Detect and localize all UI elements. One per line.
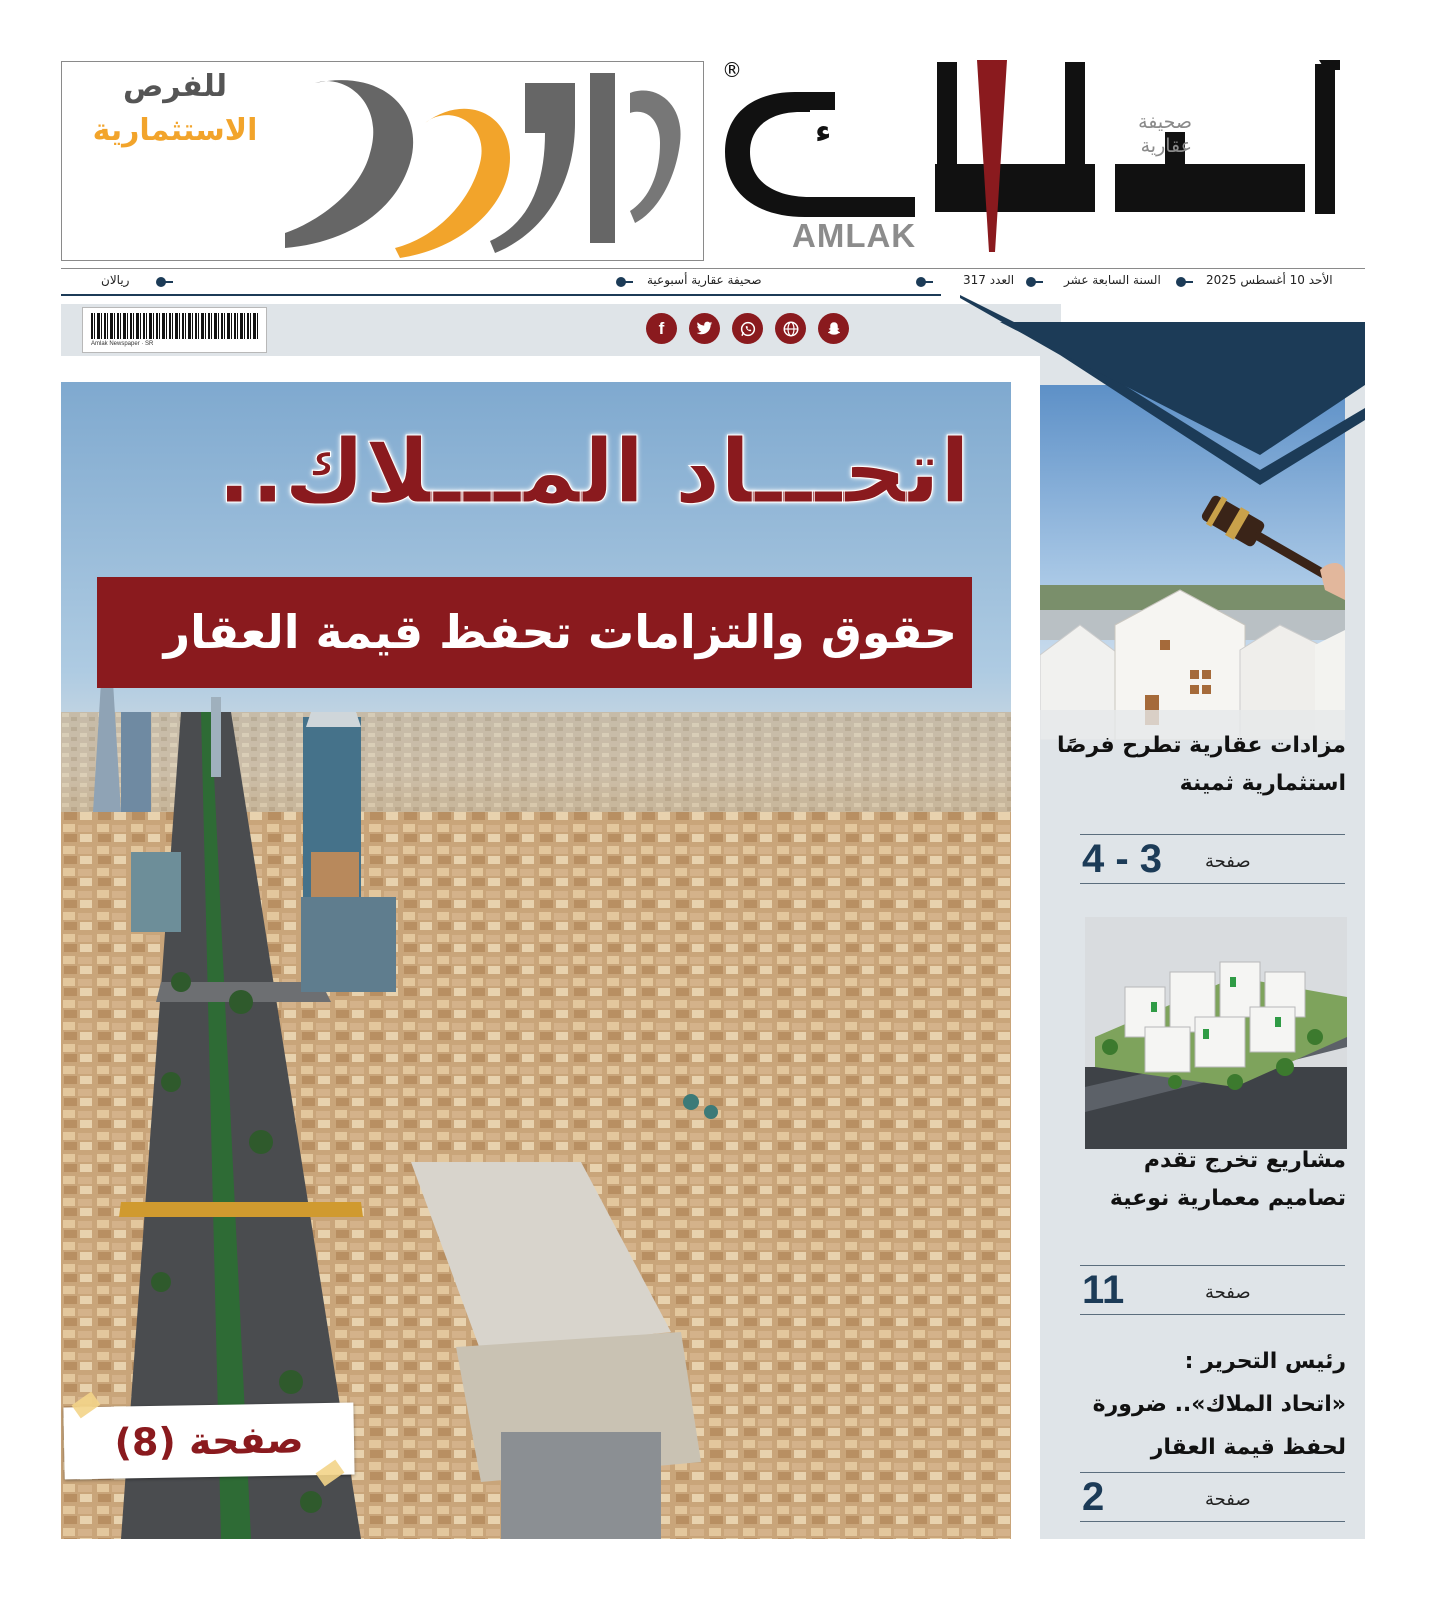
bullet-icon <box>616 277 626 287</box>
architecture-render-photo[interactable] <box>1085 917 1347 1149</box>
page-number: 11 <box>1082 1268 1125 1312</box>
main-headline[interactable]: اتحـــاد المـــلاك.. <box>217 420 970 523</box>
page-label: صفحة <box>1205 1282 1251 1303</box>
svg-text:ء: ء <box>815 112 832 150</box>
barcode-caption: Amlak Newspaper · SR <box>91 341 154 347</box>
brand-subtitle-line-1: صحيفة <box>1138 111 1192 133</box>
brand-subtitle-line-2: عقارية <box>1140 135 1192 157</box>
story-3-title-line-2: «اتحاد الملاك».. ضرورة <box>1092 1392 1346 1417</box>
facebook-icon[interactable]: f <box>646 313 677 344</box>
story-3-title-line-3: لحفظ قيمة العقار <box>1150 1435 1346 1460</box>
twitter-icon[interactable] <box>689 313 720 344</box>
subheadline[interactable]: حقوق والتزامات تحفظ قيمة العقار <box>163 605 957 659</box>
brand-latin-name: AMLAK <box>792 217 917 254</box>
issue-price: ريالان <box>101 273 130 287</box>
chevron-decoration <box>960 290 1365 490</box>
page-reference-label: صفحة (8) <box>114 1417 304 1465</box>
barcode <box>82 307 267 353</box>
sidebar-story-3-page[interactable] <box>1080 1472 1345 1522</box>
issue-date: الأحد 10 أغسطس 2025 <box>1206 273 1333 287</box>
page-label: صفحة <box>1205 851 1251 872</box>
page-number: 4 - 3 <box>1082 837 1163 881</box>
bullet-icon <box>916 277 926 287</box>
story-3-title-line-1: رئيس التحرير : <box>1184 1349 1346 1374</box>
advert-tagline-line-1: للفرص <box>122 69 228 104</box>
web-icon[interactable] <box>775 313 806 344</box>
masthead <box>0 0 1432 270</box>
social-links <box>646 313 849 345</box>
story-1-title-line-2: استثمارية ثمينة <box>1179 771 1346 796</box>
story-2-title-line-1: مشاريع تخرج تقدم <box>1143 1148 1346 1173</box>
page-number: 2 <box>1082 1475 1105 1519</box>
registered-mark: ® <box>722 58 742 82</box>
issue-year: السنة السابعة عشر <box>1064 273 1161 287</box>
sidebar-story-1-page[interactable] <box>1080 834 1345 884</box>
sidebar-story-3-title[interactable] <box>1046 1340 1346 1469</box>
sidebar-story-1-title[interactable] <box>1046 727 1346 803</box>
story-1-title-line-1: مزادات عقارية تطرح فرصًا <box>1057 733 1346 758</box>
page-label: صفحة <box>1205 1489 1251 1510</box>
zod-company-logo <box>275 63 695 259</box>
advert-tagline-line-2: الاستثمارية <box>92 113 258 148</box>
issue-number: العدد 317 <box>963 273 1015 287</box>
barcode-bars <box>91 313 259 339</box>
sidebar-story-2-title[interactable] <box>1046 1142 1346 1218</box>
story-2-title-line-2: تصاميم معمارية نوعية <box>1109 1186 1346 1211</box>
bullet-icon <box>156 277 166 287</box>
bullet-icon <box>1176 277 1186 287</box>
sidebar-story-2-page[interactable] <box>1080 1265 1345 1315</box>
snapchat-icon[interactable] <box>818 313 849 344</box>
whatsapp-icon[interactable] <box>732 313 763 344</box>
divider-rule <box>61 294 941 296</box>
brand-subtitle <box>1102 110 1192 158</box>
advert-tagline <box>70 65 280 153</box>
issue-type: صحيفة عقارية أسبوعية <box>647 273 762 287</box>
bullet-icon <box>1026 277 1036 287</box>
riyadh-aerial-photo[interactable] <box>61 382 1011 1539</box>
